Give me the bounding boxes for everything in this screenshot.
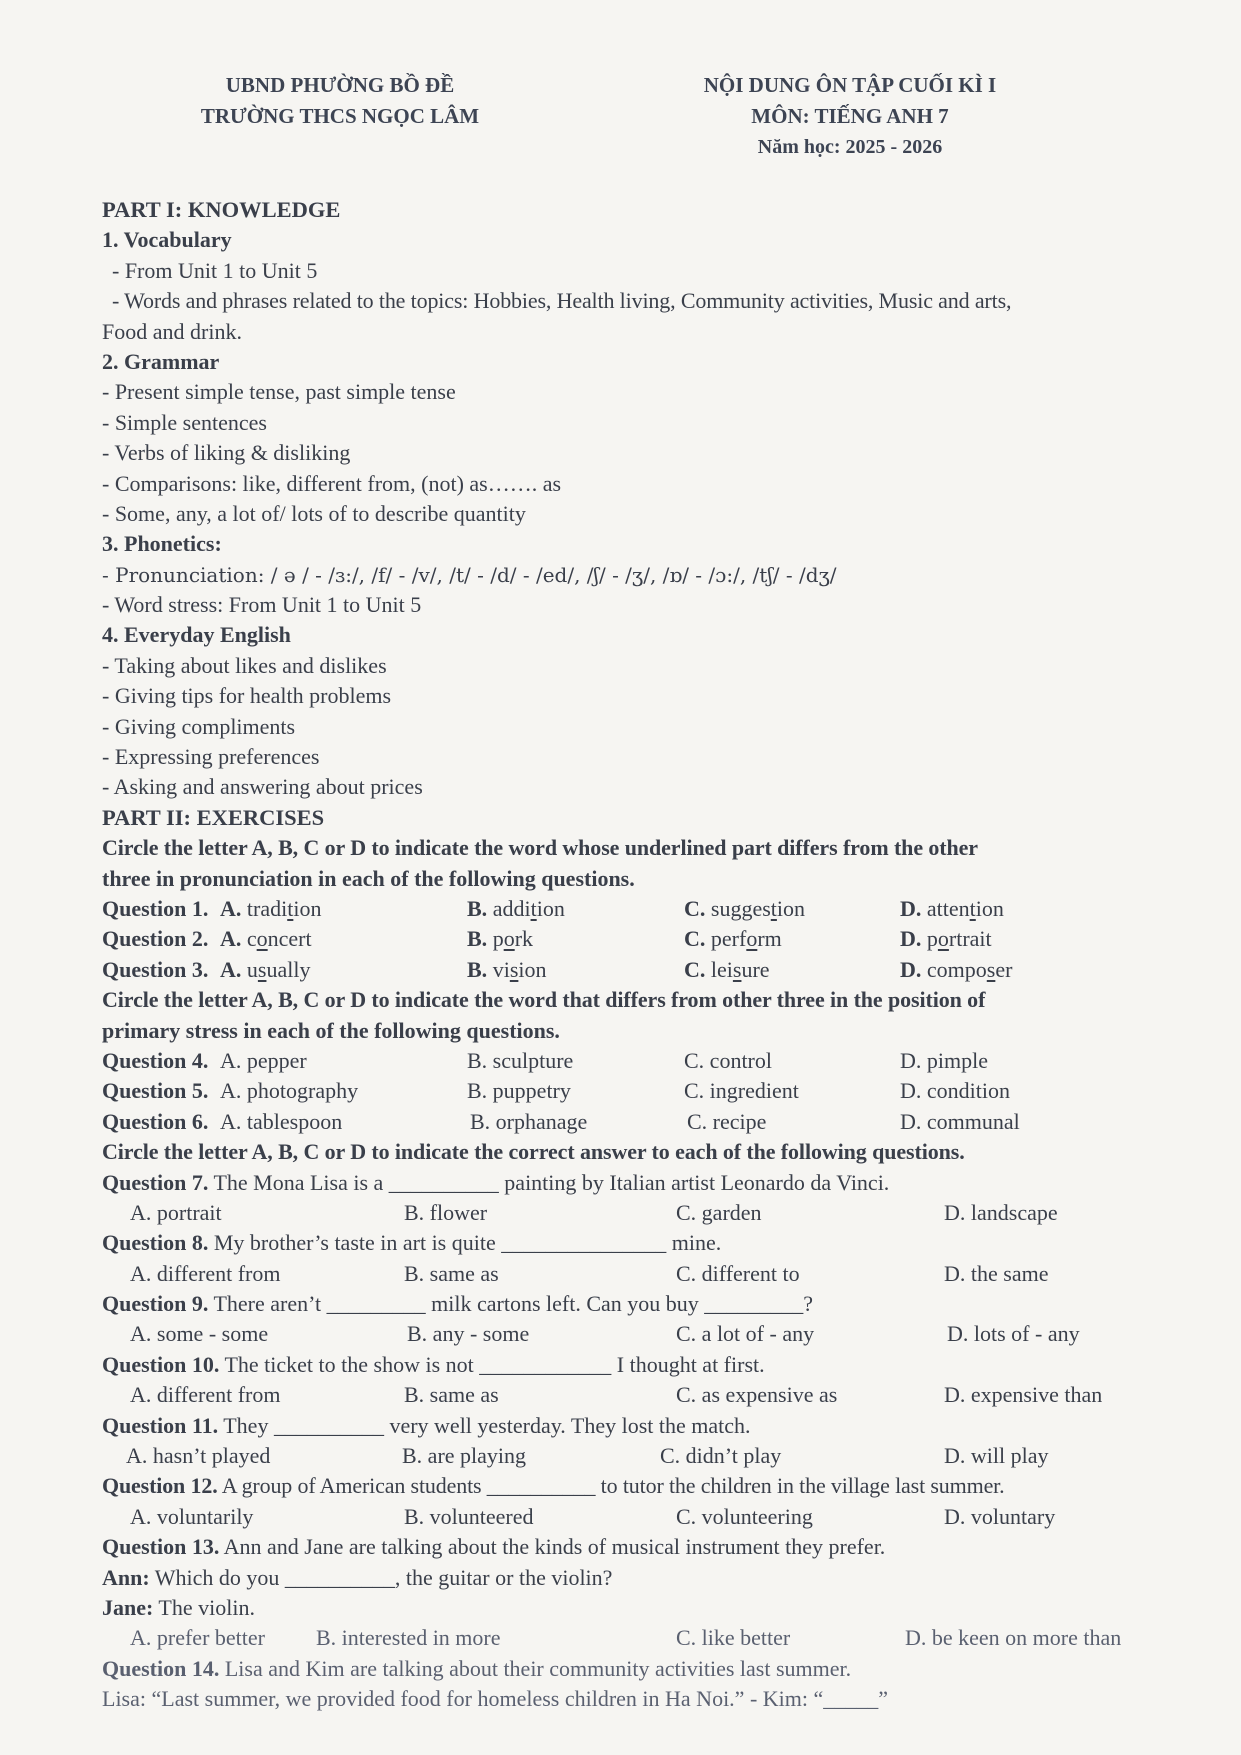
instruction-pronunciation-cont: three in pronunciation in each of the following questions.	[102, 865, 635, 891]
question-label: Question 1.	[102, 895, 209, 921]
option-b[interactable]: B. volunteered	[404, 1503, 534, 1529]
option-c[interactable]: C. control	[684, 1047, 772, 1073]
everyday-item: - Giving tips for health problems	[102, 683, 392, 709]
grammar-title: 2. Grammar	[102, 348, 220, 374]
option-a[interactable]: A. prefer better	[130, 1625, 265, 1651]
question-3	[102, 955, 1162, 985]
question-text: Ann and Jane are talking about the kinds of musical instrument they prefer.	[219, 1534, 886, 1560]
option-b[interactable]: B. puppetry	[467, 1078, 571, 1104]
option-c[interactable]: C. ingredient	[684, 1078, 799, 1104]
option-d[interactable]: D. attention	[900, 895, 1004, 921]
question-text: Lisa and Kim are talking about their community activities last summer.	[219, 1655, 852, 1681]
question-2	[102, 924, 1162, 954]
option-c[interactable]: C. different to	[676, 1260, 800, 1286]
speaker-label: Ann:	[102, 1564, 150, 1590]
option-c[interactable]: C. suggestion	[684, 895, 806, 921]
exam-header	[640, 70, 1060, 163]
option-c[interactable]: C. a lot of - any	[676, 1321, 815, 1347]
option-b[interactable]: B. vision	[467, 956, 547, 982]
question-6	[102, 1107, 1162, 1137]
option-d[interactable]: D. voluntary	[944, 1503, 1056, 1529]
option-b[interactable]: B. sculpture	[467, 1047, 574, 1073]
everyday-item: - Expressing preferences	[102, 744, 320, 770]
part2-title: PART II: EXERCISES	[102, 804, 325, 830]
everyday-english-title: 4. Everyday English	[102, 622, 291, 648]
option-c[interactable]: C. didn’t play	[660, 1443, 782, 1469]
option-c[interactable]: C. like better	[676, 1625, 791, 1651]
district-name: UBND PHƯỜNG BỒ ĐỀ	[225, 73, 455, 97]
question-label: Question 6.	[102, 1108, 209, 1134]
option-c[interactable]: C. leisure	[684, 956, 770, 982]
phonetics-item: - Pronunciation: / ə / - /ɜ:/, /f/ - /v/, /t/ - /d/ - /ed/, /ʃ/ - /ʒ/, /ɒ/ - /ɔ:/, /tʃ/ - /dʒ/	[102, 562, 837, 587]
vocabulary-title: 1. Vocabulary	[102, 227, 232, 253]
option-b[interactable]: B. orphanage	[470, 1108, 588, 1134]
vocabulary-item: - From Unit 1 to Unit 5	[112, 257, 318, 283]
question-label: Question 8.	[102, 1230, 209, 1256]
question-11-options	[102, 1441, 1162, 1471]
question-8-options	[102, 1259, 1162, 1289]
instruction-stress: Circle the letter A, B, C or D to indicate the word that differs from other three in the position of	[102, 987, 986, 1013]
subject: MÔN: TIẾNG ANH 7	[751, 104, 949, 128]
phonetics-item: - Word stress: From Unit 1 to Unit 5	[102, 592, 422, 618]
option-c[interactable]: C. recipe	[687, 1108, 767, 1134]
option-d[interactable]: D. communal	[900, 1108, 1020, 1134]
question-label: Question 13.	[102, 1534, 220, 1560]
dialogue-line-ann	[102, 1563, 1162, 1593]
question-14-dialogue: Lisa: “Last summer, we provided food for homeless children in Ha Noi.” - Kim: “_____”	[102, 1686, 889, 1712]
document-body	[102, 195, 1162, 1715]
option-d[interactable]: D. condition	[900, 1078, 1010, 1104]
option-b[interactable]: B. flower	[404, 1199, 488, 1225]
instruction-pronunciation: Circle the letter A, B, C or D to indicate the word whose underlined part differs from the other	[102, 835, 978, 861]
question-text: My brother’s taste in art is quite _______________ mine.	[208, 1230, 722, 1256]
question-5	[102, 1076, 1162, 1106]
question-4	[102, 1046, 1162, 1076]
option-a[interactable]: A. voluntarily	[130, 1503, 254, 1529]
option-a[interactable]: A. pepper	[220, 1047, 307, 1073]
school-header	[150, 70, 530, 132]
option-d[interactable]: D. will play	[944, 1443, 1049, 1469]
option-d[interactable]: D. portrait	[900, 926, 992, 952]
option-a[interactable]: A. usually	[220, 956, 311, 982]
question-label: Question 4.	[102, 1047, 209, 1073]
question-label: Question 3.	[102, 956, 209, 982]
dialogue-text: Which do you __________, the guitar or the violin?	[149, 1564, 613, 1590]
vocabulary-item-cont: Food and drink.	[102, 318, 242, 344]
grammar-item: - Comparisons: like, different from, (not) as……. as	[102, 470, 562, 496]
question-label: Question 14.	[102, 1655, 220, 1681]
option-c[interactable]: C. volunteering	[676, 1503, 813, 1529]
part1-title: PART I: KNOWLEDGE	[102, 197, 341, 222]
phonetics-title: 3. Phonetics:	[102, 531, 222, 557]
option-b[interactable]: B. interested in more	[316, 1625, 501, 1651]
question-text: They __________ very well yesterday. They lost the match.	[218, 1412, 751, 1438]
option-a[interactable]: A. photography	[220, 1078, 359, 1104]
option-b[interactable]: B. same as	[404, 1382, 499, 1408]
question-label: Question 5.	[102, 1078, 209, 1104]
option-d[interactable]: D. composer	[900, 956, 1013, 982]
option-a[interactable]: A. different from	[130, 1382, 281, 1408]
grammar-item: - Simple sentences	[102, 409, 267, 435]
instruction-correct-answer: Circle the letter A, B, C or D to indicate the correct answer to each of the following questions.	[102, 1139, 965, 1165]
question-8-stem	[102, 1228, 1162, 1258]
option-d[interactable]: D. landscape	[944, 1199, 1058, 1225]
question-label: Question 10.	[102, 1351, 220, 1377]
option-b[interactable]: B. same as	[404, 1260, 499, 1286]
everyday-item: - Asking and answering about prices	[102, 774, 423, 800]
option-a[interactable]: A. tradition	[220, 895, 322, 921]
option-b[interactable]: B. are playing	[402, 1443, 527, 1469]
question-text: A group of American students __________ to tutor the children in the village last summer.	[217, 1473, 1005, 1499]
grammar-item: - Verbs of liking & disliking	[102, 440, 351, 466]
option-b[interactable]: B. any - some	[407, 1321, 530, 1347]
school-name: TRƯỜNG THCS NGỌC LÂM	[200, 104, 480, 128]
question-text: The ticket to the show is not ____________ I thought at first.	[219, 1351, 765, 1377]
question-label: Question 9.	[102, 1291, 209, 1317]
option-c[interactable]: C. garden	[676, 1199, 762, 1225]
question-9-stem	[102, 1289, 1162, 1319]
everyday-item: - Taking about likes and dislikes	[102, 652, 387, 678]
option-a[interactable]: A. tablespoon	[220, 1108, 343, 1134]
option-a[interactable]: A. portrait	[130, 1199, 222, 1225]
question-7-stem	[102, 1168, 1162, 1198]
question-11-stem	[102, 1411, 1162, 1441]
question-label: Question 7.	[102, 1169, 209, 1195]
question-10-stem	[102, 1350, 1162, 1380]
speaker-label: Jane:	[102, 1594, 154, 1620]
dialogue-line-jane	[102, 1593, 1162, 1623]
vocabulary-item: - Words and phrases related to the topics: Hobbies, Health living, Community activities, Music and arts,	[112, 288, 1012, 314]
question-10-options	[102, 1380, 1162, 1410]
option-b[interactable]: B. pork	[467, 926, 534, 952]
question-12-stem	[102, 1471, 1162, 1501]
question-14-stem	[102, 1654, 1162, 1684]
question-label: Question 11.	[102, 1412, 219, 1438]
exam-title: NỘI DUNG ÔN TẬP CUỐI KÌ I	[703, 73, 997, 97]
option-d[interactable]: D. the same	[944, 1260, 1049, 1286]
question-label: Question 2.	[102, 926, 209, 952]
question-1	[102, 894, 1162, 924]
option-a[interactable]: A. concert	[220, 926, 312, 952]
option-d[interactable]: D. pimple	[900, 1047, 988, 1073]
option-b[interactable]: B. addition	[467, 895, 565, 921]
instruction-stress-cont: primary stress in each of the following questions.	[102, 1017, 560, 1043]
question-13-options	[102, 1623, 1162, 1653]
grammar-item: - Some, any, a lot of/ lots of to describe quantity	[102, 500, 526, 526]
question-9-options	[102, 1319, 1162, 1349]
option-a[interactable]: A. some - some	[130, 1321, 269, 1347]
question-7-options	[102, 1198, 1162, 1228]
school-year: Năm học: 2025 - 2026	[757, 136, 943, 158]
option-c[interactable]: C. perform	[684, 926, 782, 952]
option-d[interactable]: D. lots of - any	[947, 1321, 1080, 1347]
question-text: There aren’t _________ milk cartons left. Can you buy _________?	[208, 1291, 814, 1317]
question-label: Question 12.	[102, 1473, 218, 1499]
option-d[interactable]: D. be keen on more than	[905, 1625, 1122, 1651]
grammar-item: - Present simple tense, past simple tense	[102, 379, 456, 405]
question-text: The Mona Lisa is a __________ painting by Italian artist Leonardo da Vinci.	[208, 1169, 890, 1195]
everyday-item: - Giving compliments	[102, 713, 296, 739]
option-a[interactable]: A. hasn’t played	[126, 1443, 271, 1469]
option-d[interactable]: D. expensive than	[944, 1382, 1103, 1408]
dialogue-text: The violin.	[153, 1594, 255, 1620]
question-12-options	[102, 1502, 1162, 1532]
question-13-stem	[102, 1532, 1162, 1562]
option-a[interactable]: A. different from	[130, 1260, 281, 1286]
option-c[interactable]: C. as expensive as	[676, 1382, 838, 1408]
